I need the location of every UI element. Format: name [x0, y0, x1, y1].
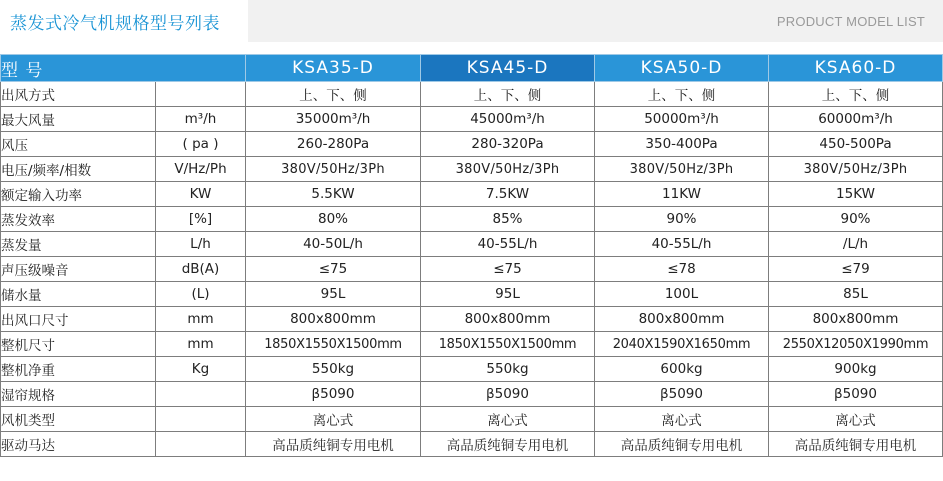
table-row	[1, 132, 943, 157]
value-cell: 45000m³/h	[421, 107, 595, 132]
value-cell: 11KW	[595, 182, 769, 207]
table-row	[1, 232, 943, 257]
value-cell: 2040X1590X1650mm	[595, 332, 769, 357]
row-unit: [%]	[156, 207, 246, 232]
value-cell: 高品质纯铜专用电机	[421, 432, 595, 457]
value-cell: 800x800mm	[769, 307, 943, 332]
row-unit	[156, 407, 246, 432]
value-cell: 高品质纯铜专用电机	[246, 432, 421, 457]
value-cell: 35000m³/h	[246, 107, 421, 132]
value-cell: ≤78	[595, 257, 769, 282]
row-unit: V/Hz/Ph	[156, 157, 246, 182]
value-cell: 800x800mm	[595, 307, 769, 332]
value-cell: 380V/50Hz/3Ph	[421, 157, 595, 182]
value-cell: 380V/50Hz/3Ph	[769, 157, 943, 182]
value-cell: 280-320Pa	[421, 132, 595, 157]
row-unit: dB(A)	[156, 257, 246, 282]
value-cell: 2550X12050X1990mm	[769, 332, 943, 357]
row-label: 风压	[1, 132, 156, 157]
page-subtitle: PRODUCT MODEL LIST	[776, 14, 925, 29]
value-cell: 450-500Pa	[769, 132, 943, 157]
row-unit	[156, 432, 246, 457]
header-label-cell: 型 号	[1, 55, 246, 82]
value-cell: 离心式	[769, 407, 943, 432]
value-cell: 600kg	[595, 357, 769, 382]
table-row	[1, 332, 943, 357]
table-row	[1, 407, 943, 432]
value-cell: 离心式	[421, 407, 595, 432]
row-label: 声压级噪音	[1, 257, 156, 282]
row-label: 风机类型	[1, 407, 156, 432]
value-cell: β5090	[769, 382, 943, 407]
row-unit: KW	[156, 182, 246, 207]
model-header-cell: KSA35-D	[246, 55, 421, 82]
value-cell: ≤75	[421, 257, 595, 282]
value-cell: 50000m³/h	[595, 107, 769, 132]
value-cell: 100L	[595, 282, 769, 307]
row-unit: mm	[156, 332, 246, 357]
value-cell: 离心式	[595, 407, 769, 432]
row-label: 储水量	[1, 282, 156, 307]
row-unit	[156, 82, 246, 107]
value-cell: 800x800mm	[246, 307, 421, 332]
value-cell: 90%	[769, 207, 943, 232]
value-cell: 550kg	[421, 357, 595, 382]
row-label: 蒸发效率	[1, 207, 156, 232]
page-title: 蒸发式冷气机规格型号列表	[10, 14, 220, 34]
value-cell: 260-280Pa	[246, 132, 421, 157]
table-row	[1, 357, 943, 382]
value-cell: 高品质纯铜专用电机	[595, 432, 769, 457]
row-unit: (L)	[156, 282, 246, 307]
row-label: 电压/频率/相数	[1, 157, 156, 182]
value-cell: 85L	[769, 282, 943, 307]
value-cell: /L/h	[769, 232, 943, 257]
row-label: 湿帘规格	[1, 382, 156, 407]
value-cell: 上、下、侧	[595, 82, 769, 107]
table-row	[1, 257, 943, 282]
value-cell: 40-55L/h	[421, 232, 595, 257]
row-label: 驱动马达	[1, 432, 156, 457]
model-header-cell: KSA50-D	[595, 55, 769, 82]
value-cell: 80%	[246, 207, 421, 232]
value-cell: 15KW	[769, 182, 943, 207]
value-cell: 380V/50Hz/3Ph	[595, 157, 769, 182]
row-label: 出风口尺寸	[1, 307, 156, 332]
value-cell: 550kg	[246, 357, 421, 382]
header-bar	[0, 0, 943, 42]
row-label: 出风方式	[1, 82, 156, 107]
table-row	[1, 432, 943, 457]
row-label: 整机净重	[1, 357, 156, 382]
value-cell: β5090	[421, 382, 595, 407]
value-cell: 900kg	[769, 357, 943, 382]
value-cell: 95L	[421, 282, 595, 307]
row-label: 蒸发量	[1, 232, 156, 257]
model-header-cell: KSA45-D	[421, 55, 595, 82]
row-unit: m³/h	[156, 107, 246, 132]
table-row	[1, 82, 943, 107]
value-cell: 350-400Pa	[595, 132, 769, 157]
row-label: 最大风量	[1, 107, 156, 132]
table-row	[1, 207, 943, 232]
value-cell: 40-50L/h	[246, 232, 421, 257]
row-unit: ( pa )	[156, 132, 246, 157]
value-cell: ≤79	[769, 257, 943, 282]
value-cell: 60000m³/h	[769, 107, 943, 132]
value-cell: 5.5KW	[246, 182, 421, 207]
row-unit: mm	[156, 307, 246, 332]
table-row	[1, 382, 943, 407]
title-box	[0, 0, 248, 42]
value-cell: 上、下、侧	[421, 82, 595, 107]
value-cell: 85%	[421, 207, 595, 232]
table-row	[1, 307, 943, 332]
value-cell: ≤75	[246, 257, 421, 282]
row-unit	[156, 382, 246, 407]
row-label: 整机尺寸	[1, 332, 156, 357]
value-cell: 380V/50Hz/3Ph	[246, 157, 421, 182]
row-unit: L/h	[156, 232, 246, 257]
value-cell: β5090	[246, 382, 421, 407]
value-cell: 95L	[246, 282, 421, 307]
row-label: 额定输入功率	[1, 182, 156, 207]
table-header-row	[1, 55, 943, 82]
value-cell: 1850X1550X1500mm	[421, 332, 595, 357]
table-row	[1, 157, 943, 182]
table-row	[1, 182, 943, 207]
value-cell: 800x800mm	[421, 307, 595, 332]
value-cell: 上、下、侧	[246, 82, 421, 107]
value-cell: 离心式	[246, 407, 421, 432]
table-row	[1, 282, 943, 307]
model-spec-table	[0, 54, 943, 457]
value-cell: 40-55L/h	[595, 232, 769, 257]
value-cell: 高品质纯铜专用电机	[769, 432, 943, 457]
value-cell: 7.5KW	[421, 182, 595, 207]
table-row	[1, 107, 943, 132]
value-cell: 1850X1550X1500mm	[246, 332, 421, 357]
value-cell: 上、下、侧	[769, 82, 943, 107]
model-header-cell: KSA60-D	[769, 55, 943, 82]
value-cell: β5090	[595, 382, 769, 407]
row-unit: Kg	[156, 357, 246, 382]
value-cell: 90%	[595, 207, 769, 232]
